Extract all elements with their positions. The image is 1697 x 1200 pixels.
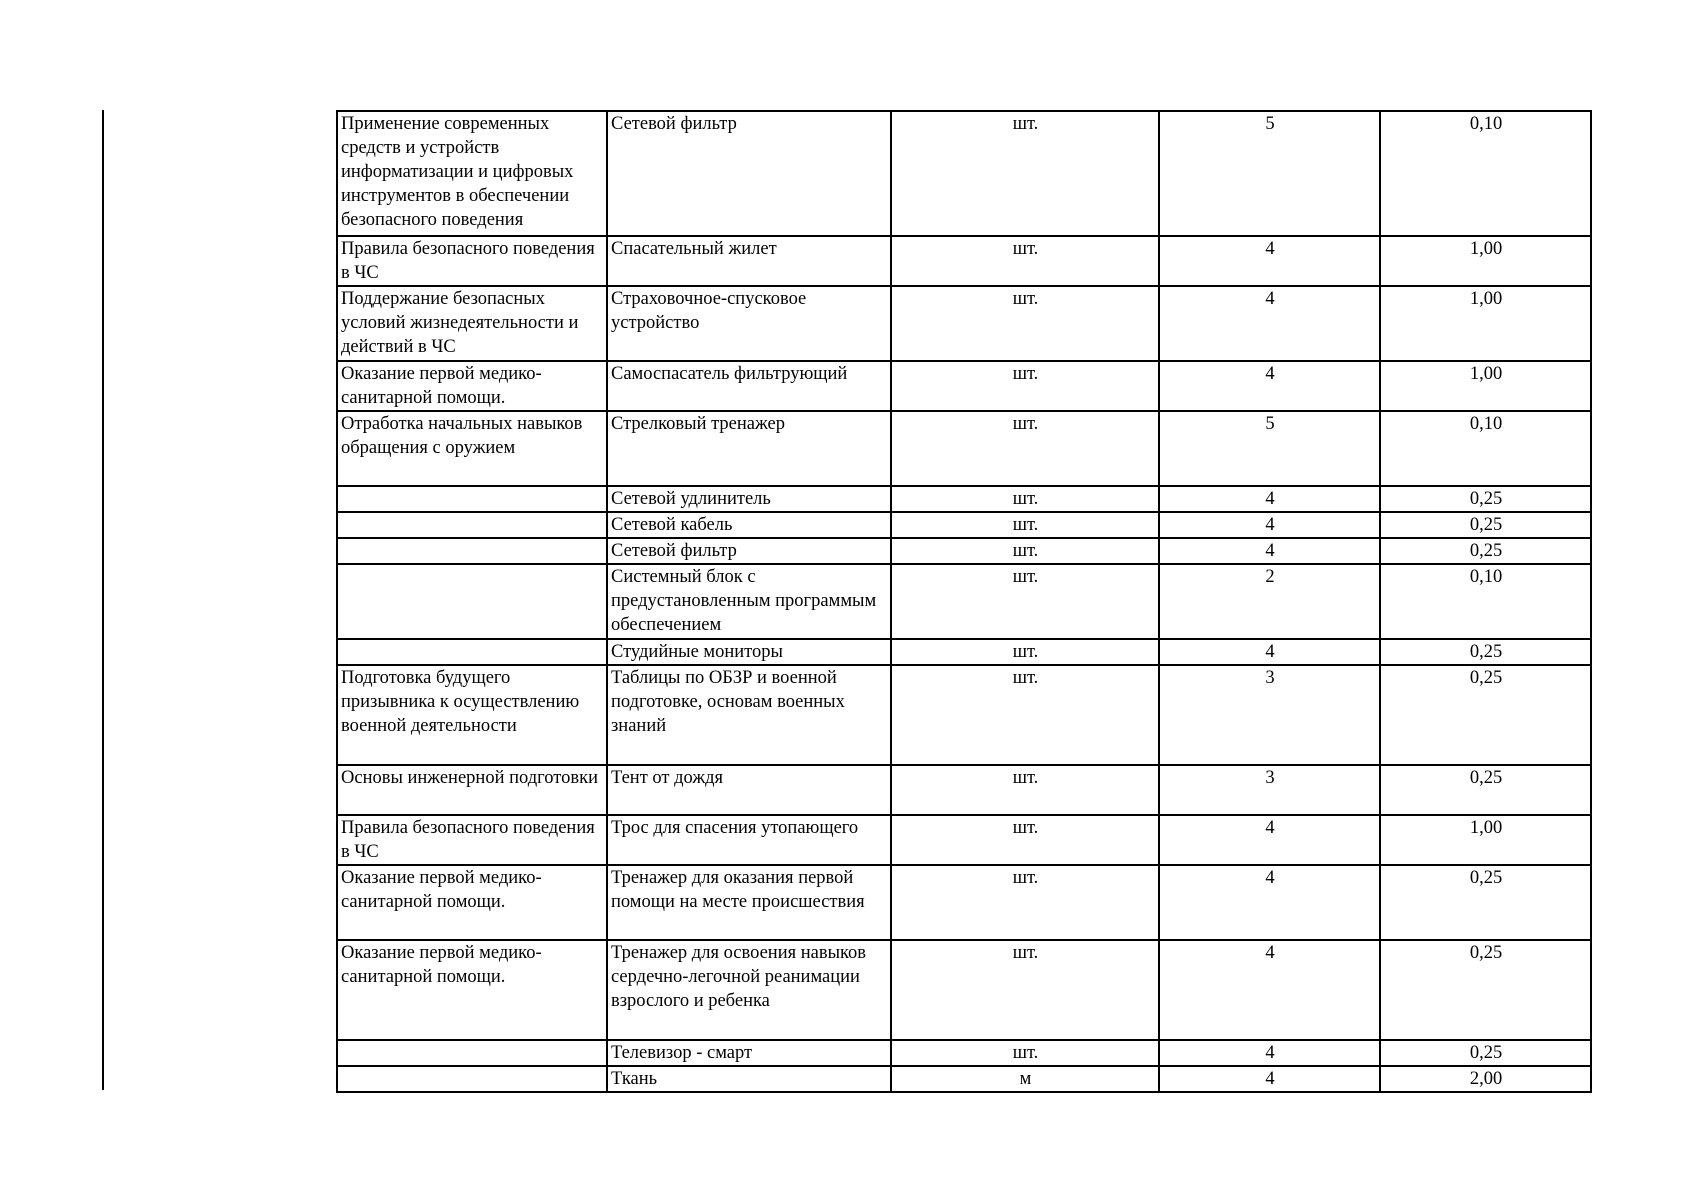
topic-cell [337,486,607,512]
quantity-cell: 5 [1159,411,1380,486]
table-row [337,665,1591,765]
unit-cell: шт. [891,639,1159,665]
unit-cell: шт. [891,361,1159,411]
unit-cell: м [891,1066,1159,1092]
table-row [337,564,1591,639]
equipment-table [336,110,1592,1093]
table-row [337,639,1591,665]
norm-cell: 0,25 [1380,665,1591,765]
quantity-cell: 4 [1159,512,1380,538]
quantity-cell: 5 [1159,111,1380,236]
norm-cell: 0,25 [1380,765,1591,815]
item-cell: Телевизор - смарт [607,1040,891,1066]
norm-cell: 0,25 [1380,639,1591,665]
quantity-cell: 4 [1159,486,1380,512]
quantity-cell: 2 [1159,564,1380,639]
item-cell: Сетевой кабель [607,512,891,538]
unit-cell: шт. [891,512,1159,538]
unit-cell: шт. [891,865,1159,940]
item-cell: Тренажер для оказания первой помощи на месте происшествия [607,865,891,940]
topic-cell: Поддержание безопасных условий жизнедеятельности и действий в ЧС [337,286,607,361]
table-row [337,286,1591,361]
item-cell: Сетевой фильтр [607,111,891,236]
norm-cell: 0,25 [1380,865,1591,940]
norm-cell: 2,00 [1380,1066,1591,1092]
norm-cell: 0,10 [1380,111,1591,236]
norm-cell: 1,00 [1380,815,1591,865]
unit-cell: шт. [891,765,1159,815]
norm-cell: 0,10 [1380,564,1591,639]
table-row [337,361,1591,411]
topic-cell [337,538,607,564]
topic-cell: Оказание первой медико-санитарной помощи. [337,940,607,1040]
topic-cell: Подготовка будущего призывника к осуществлению военной деятельности [337,665,607,765]
item-cell: Таблицы по ОБЗР и военной подготовке, основам военных знаний [607,665,891,765]
topic-cell: Применение современных средств и устройств информатизации и цифровых инструментов в обеспечении безопасного поведения [337,111,607,236]
table-row [337,236,1591,286]
quantity-cell: 3 [1159,665,1380,765]
item-cell: Трос для спасения утопающего [607,815,891,865]
quantity-cell: 4 [1159,865,1380,940]
item-cell: Ткань [607,1066,891,1092]
norm-cell: 0,25 [1380,538,1591,564]
norm-cell: 0,25 [1380,1040,1591,1066]
topic-cell: Оказание первой медико-санитарной помощи. [337,865,607,940]
quantity-cell: 4 [1159,940,1380,1040]
quantity-cell: 3 [1159,765,1380,815]
quantity-cell: 4 [1159,1066,1380,1092]
topic-cell: Оказание первой медико-санитарной помощи. [337,361,607,411]
table-row [337,111,1591,236]
norm-cell: 1,00 [1380,286,1591,361]
item-cell: Тент от дождя [607,765,891,815]
unit-cell: шт. [891,111,1159,236]
unit-cell: шт. [891,286,1159,361]
item-cell: Тренажер для освоения навыков сердечно-легочной реанимации взрослого и ребенка [607,940,891,1040]
table-row [337,538,1591,564]
table-row [337,940,1591,1040]
table-row [337,865,1591,940]
topic-cell [337,1040,607,1066]
quantity-cell: 4 [1159,1040,1380,1066]
quantity-cell: 4 [1159,639,1380,665]
topic-cell [337,1066,607,1092]
unit-cell: шт. [891,815,1159,865]
table-row [337,512,1591,538]
topic-cell [337,564,607,639]
quantity-cell: 4 [1159,286,1380,361]
item-cell: Страховочное-спусковое устройство [607,286,891,361]
table-row [337,765,1591,815]
norm-cell: 0,25 [1380,512,1591,538]
equipment-table-body [337,111,1591,1092]
topic-cell: Правила безопасного поведения в ЧС [337,815,607,865]
norm-cell: 0,25 [1380,486,1591,512]
unit-cell: шт. [891,411,1159,486]
quantity-cell: 4 [1159,236,1380,286]
unit-cell: шт. [891,1040,1159,1066]
topic-cell: Правила безопасного поведения в ЧС [337,236,607,286]
unit-cell: шт. [891,236,1159,286]
topic-cell [337,512,607,538]
item-cell: Студийные мониторы [607,639,891,665]
topic-cell: Основы инженерной подготовки [337,765,607,815]
item-cell: Самоспасатель фильтрующий [607,361,891,411]
table-row [337,1040,1591,1066]
topic-cell: Отработка начальных навыков обращения с оружием [337,411,607,486]
item-cell: Сетевой удлинитель [607,486,891,512]
unit-cell: шт. [891,564,1159,639]
table-row [337,1066,1591,1092]
norm-cell: 0,10 [1380,411,1591,486]
table-row [337,815,1591,865]
item-cell: Сетевой фильтр [607,538,891,564]
norm-cell: 1,00 [1380,361,1591,411]
table-row [337,486,1591,512]
left-margin-line [102,110,104,1090]
unit-cell: шт. [891,940,1159,1040]
quantity-cell: 4 [1159,361,1380,411]
item-cell: Системный блок с предустановленным программым обеспечением [607,564,891,639]
item-cell: Спасательный жилет [607,236,891,286]
table-row [337,411,1591,486]
topic-cell [337,639,607,665]
quantity-cell: 4 [1159,815,1380,865]
norm-cell: 1,00 [1380,236,1591,286]
quantity-cell: 4 [1159,538,1380,564]
unit-cell: шт. [891,538,1159,564]
norm-cell: 0,25 [1380,940,1591,1040]
unit-cell: шт. [891,665,1159,765]
item-cell: Стрелковый тренажер [607,411,891,486]
unit-cell: шт. [891,486,1159,512]
